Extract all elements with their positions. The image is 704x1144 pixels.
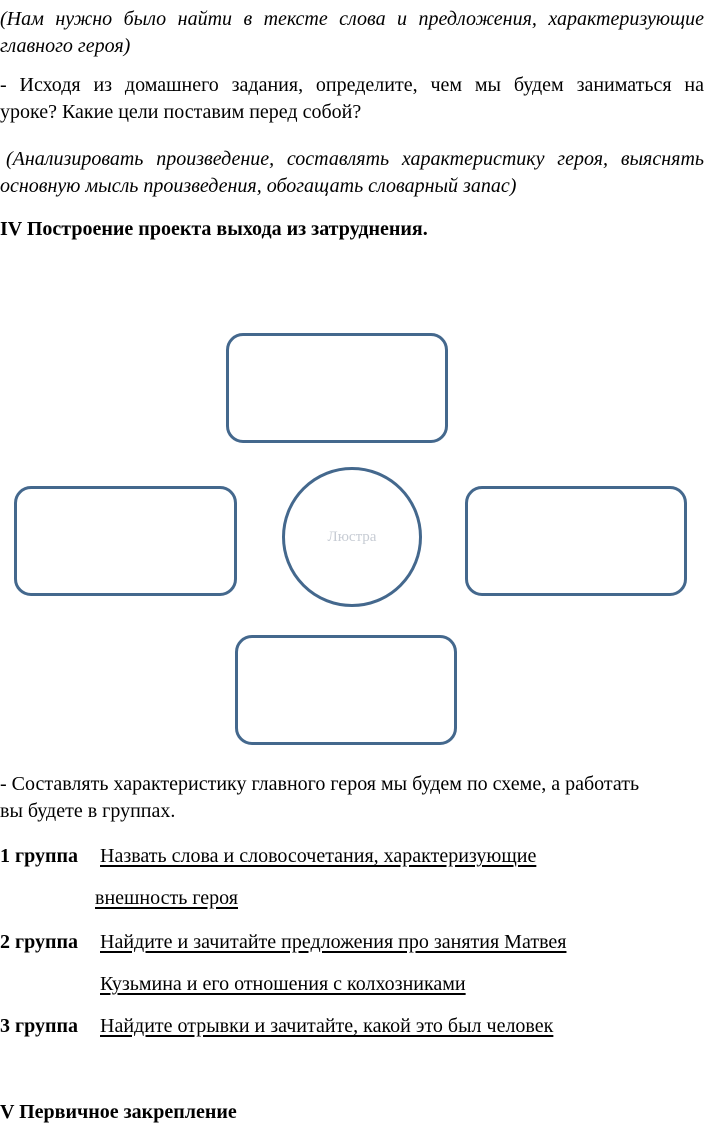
group-row [0, 843, 704, 869]
text-line: основную мысль произведения, обогащать словарный запас) [0, 175, 517, 197]
text-line: - Составлять характеристику главного героя мы будем по схеме, а работать [0, 773, 640, 795]
group-label: 3 группа [0, 1015, 78, 1037]
scheme-box-right [465, 486, 687, 596]
group-task: Найдите отрывки и зачитайте, какой это был человек [100, 1015, 554, 1037]
scheme-center-circle [282, 467, 422, 607]
section-heading-v: V Первичное закрепление [0, 1101, 237, 1123]
group-label: 2 группа [0, 931, 78, 953]
text-line: вы будете в группах. [0, 800, 176, 822]
scheme-box-bottom [235, 635, 457, 745]
group-task-continuation: внешность героя [95, 887, 238, 909]
text-line: (Анализировать произведение, составлять характеристику героя, выяснять [6, 148, 704, 170]
text-line: - Исходя из домашнего задания, определите, чем мы будем заниматься на [0, 74, 704, 96]
text-line: (Нам нужно было найти в тексте слова и предложения, характеризующие [0, 8, 704, 30]
text-line: главного героя) [0, 35, 131, 57]
center-label: Люстра [327, 528, 377, 545]
group-task-continuation: Кузьмина и его отношения с колхозниками [100, 973, 466, 995]
group-row [0, 1013, 704, 1039]
section-heading-iv: IV Построение проекта выхода из затруднения. [0, 218, 428, 240]
text-line: уроке? Какие цели поставим перед собой? [0, 101, 362, 123]
group-label: 1 группа [0, 845, 78, 867]
scheme-box-top [226, 333, 448, 443]
group-task: Назвать слова и словосочетания, характеризующие [100, 845, 537, 867]
group-task: Найдите и зачитайте предложения про занятия Матвея [100, 931, 567, 953]
group-row [0, 929, 704, 955]
scheme-box-left [14, 486, 237, 596]
